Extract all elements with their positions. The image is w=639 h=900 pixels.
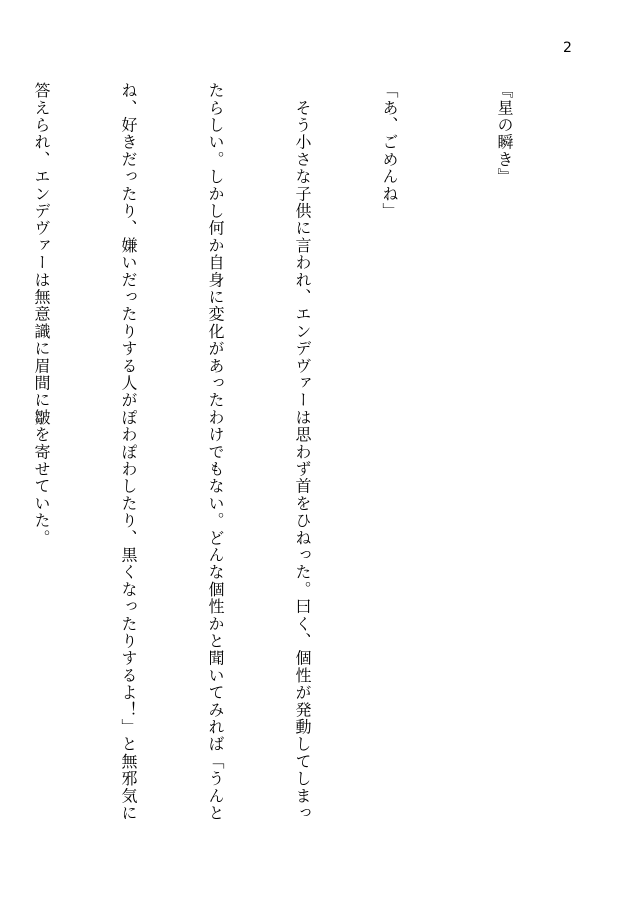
text-line: そう小さな子供に言われ、エンデヴァーは思わず首をひねった。曰く、個性が発動してしまっ — [293, 82, 312, 822]
text-line: ね、好きだったり、嫌いだったりする人がぽわぽわしたり、黒くなったりするよ！」と無邪気に — [119, 82, 138, 822]
chapter-title: 『星の瞬き』 — [495, 82, 514, 186]
manuscript-body — [0, 82, 577, 862]
text-line: たらしい。しかし何か自身に変化があったわけでもない。どんな個性かと聞いてみれば「うんと — [206, 82, 225, 822]
page-number: 2 — [563, 40, 572, 56]
text-line: 「あ、ごめんね」 — [380, 82, 399, 220]
text-line: 答えられ、エンデヴァーは無意識に眉間に皺を寄せていた。 — [32, 82, 51, 547]
